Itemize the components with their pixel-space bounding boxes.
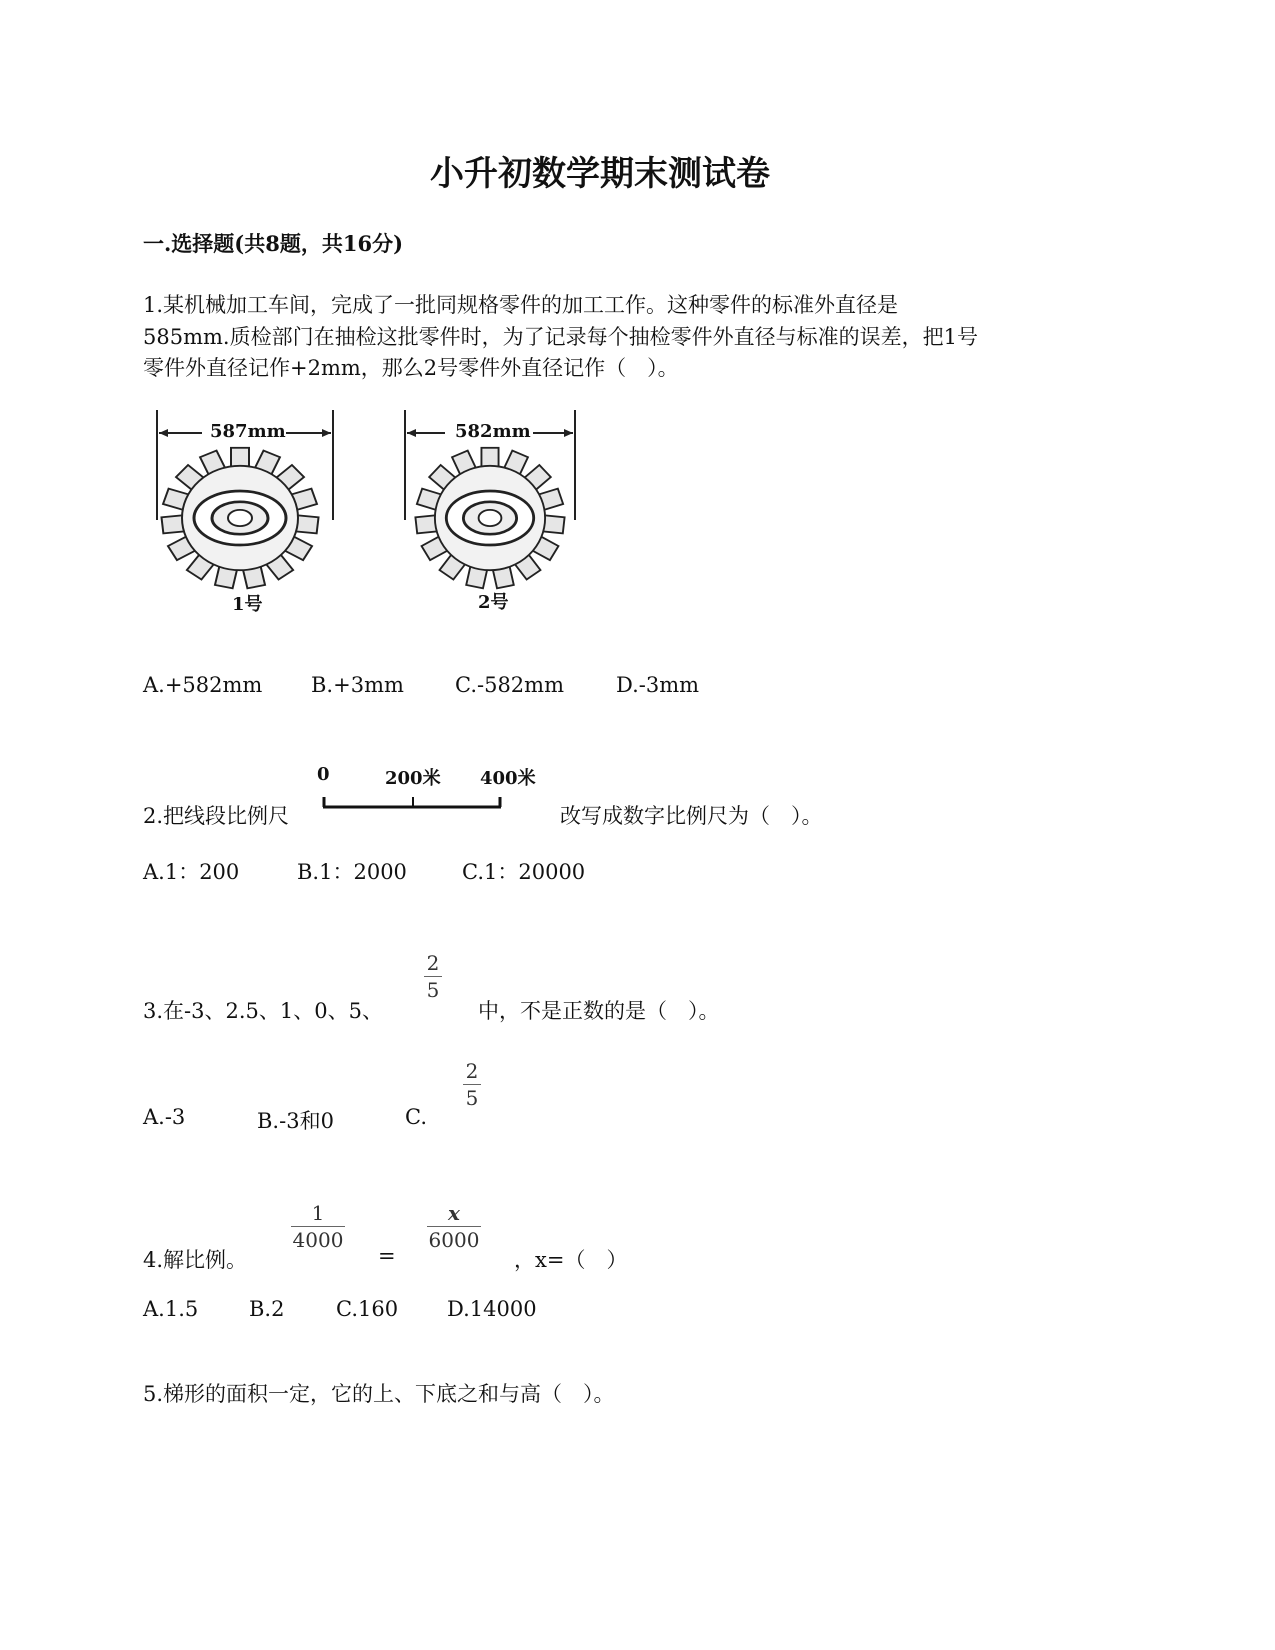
q2-prefix: 2.把线段比例尺 xyxy=(143,804,290,828)
page-title: 小升初数学期末测试卷 xyxy=(430,154,770,194)
q3-prefix: 3.在-3、2.5、1、0、5、 xyxy=(143,999,383,1023)
q1-line-2: 585mm.质检部门在抽检这批零件时，为了记录每个抽检零件外直径与标准的误差，把1号 xyxy=(143,325,978,349)
q4-suffix: ，x=（ ） xyxy=(514,1248,628,1272)
q3-fraction-denominator: 5 xyxy=(426,978,440,1002)
q4-equals: = xyxy=(378,1244,396,1268)
q3-suffix: 中，不是正数的是（ ）。 xyxy=(478,999,720,1023)
q3-option-b[interactable]: B.-3和0 xyxy=(257,1109,334,1133)
q4-fraction-1-numerator: 1 xyxy=(311,1201,325,1225)
gears-figure xyxy=(140,400,600,620)
q1-option-c[interactable]: C.-582mm xyxy=(455,673,564,697)
gear-1-name-label: 1号 xyxy=(232,594,263,615)
q2-suffix: 改写成数字比例尺为（ ）。 xyxy=(560,804,823,828)
gear-2-name-label: 2号 xyxy=(478,592,509,613)
q3-option-c-denominator: 5 xyxy=(465,1086,479,1110)
q1-line-3: 零件外直径记作+2mm，那么2号零件外直径记作（ ）。 xyxy=(143,356,679,380)
gear-1-icon xyxy=(161,448,318,589)
gear-2-icon xyxy=(415,448,564,589)
scale-ruler xyxy=(318,795,508,815)
q4-option-d[interactable]: D.14000 xyxy=(447,1297,537,1321)
gear-1-size-label: 587mm xyxy=(210,421,286,442)
ruler-label-400: 400米 xyxy=(480,768,536,789)
ruler-label-0: 0 xyxy=(317,764,330,785)
question-5: 5.梯形的面积一定，它的上、下底之和与高（ ）。 xyxy=(143,1382,615,1406)
q3-fraction xyxy=(420,950,446,1003)
q1-option-a[interactable]: A.+582mm xyxy=(143,673,263,697)
q1-line-1: 1.某机械加工车间，完成了一批同规格零件的加工工作。这种零件的标准外直径是 xyxy=(143,293,899,317)
q1-option-b[interactable]: B.+3mm xyxy=(311,673,404,697)
q3-option-a[interactable]: A.-3 xyxy=(143,1105,186,1129)
q2-option-a[interactable]: A.1：200 xyxy=(143,860,240,884)
q4-fraction-2-numerator: x xyxy=(448,1201,460,1225)
q3-option-c-fraction xyxy=(459,1058,485,1111)
q4-option-c[interactable]: C.160 xyxy=(336,1297,399,1321)
q2-option-c[interactable]: C.1：20000 xyxy=(462,860,586,884)
q1-option-d[interactable]: D.-3mm xyxy=(616,673,700,697)
q2-option-b[interactable]: B.1：2000 xyxy=(297,860,407,884)
q3-fraction-numerator: 2 xyxy=(426,951,440,975)
q4-fraction-2 xyxy=(426,1200,482,1253)
q4-fraction-1 xyxy=(290,1200,346,1253)
q3-option-c-numerator: 2 xyxy=(465,1059,479,1083)
ruler-label-200: 200米 xyxy=(385,768,441,789)
section-heading: 一.选择题(共8题，共16分) xyxy=(143,231,404,256)
q4-prefix: 4.解比例。 xyxy=(143,1248,248,1272)
q4-option-b[interactable]: B.2 xyxy=(249,1297,285,1321)
q4-fraction-1-denominator: 4000 xyxy=(292,1228,344,1252)
q4-fraction-2-denominator: 6000 xyxy=(428,1228,480,1252)
q3-option-c[interactable]: C. xyxy=(405,1105,427,1129)
gear-2-size-label: 582mm xyxy=(455,421,531,442)
q4-option-a[interactable]: A.1.5 xyxy=(143,1297,199,1321)
